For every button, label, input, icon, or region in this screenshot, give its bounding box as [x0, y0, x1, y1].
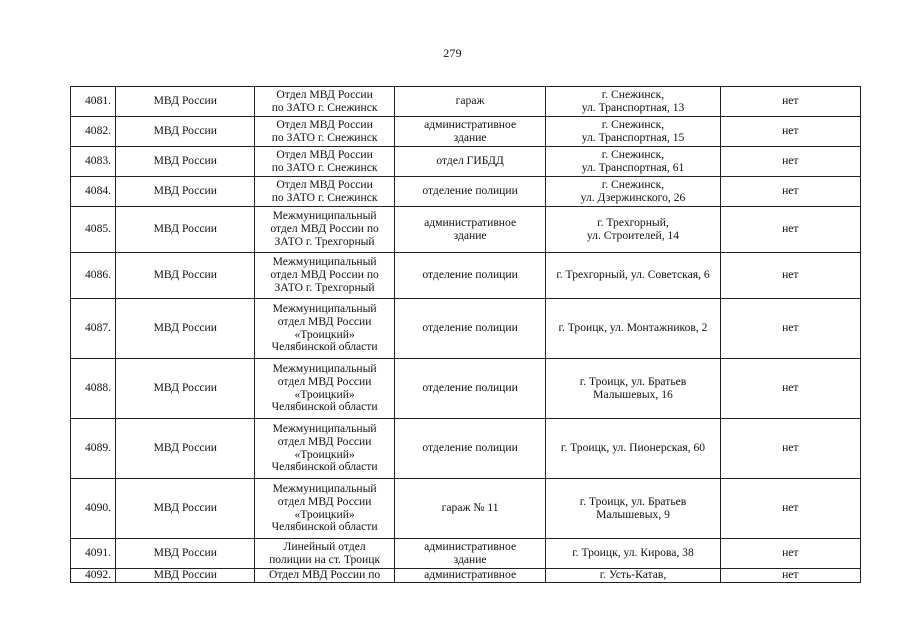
ministry-cell: МВД России — [116, 117, 255, 147]
object-type-cell: административное здание — [394, 207, 546, 253]
row-number: 4085. — [71, 207, 116, 253]
table-row — [71, 177, 861, 207]
unit-cell: Межмуниципальный отдел МВД России по ЗАТО г. Трехгорный — [255, 207, 394, 253]
table-row — [71, 299, 861, 359]
unit-cell: Межмуниципальный отдел МВД России «Троицкий» Челябинской области — [255, 419, 394, 479]
registry-table — [70, 86, 861, 583]
ministry-cell: МВД России — [116, 87, 255, 117]
address-cell: г. Трехгорный, ул. Советская, 6 — [546, 253, 720, 299]
object-type-cell: административное — [394, 569, 546, 583]
row-number: 4081. — [71, 87, 116, 117]
ministry-cell: МВД России — [116, 147, 255, 177]
flag-cell: нет — [720, 569, 860, 583]
unit-cell: Отдел МВД России по — [255, 569, 394, 583]
ministry-cell: МВД России — [116, 299, 255, 359]
flag-cell: нет — [720, 87, 860, 117]
row-number: 4092. — [71, 569, 116, 583]
flag-cell: нет — [720, 539, 860, 569]
address-cell: г. Снежинск, ул. Транспортная, 61 — [546, 147, 720, 177]
ministry-cell: МВД России — [116, 539, 255, 569]
row-number: 4082. — [71, 117, 116, 147]
row-number: 4083. — [71, 147, 116, 177]
unit-cell: Отдел МВД России по ЗАТО г. Снежинск — [255, 147, 394, 177]
object-type-cell: отделение полиции — [394, 253, 546, 299]
flag-cell: нет — [720, 207, 860, 253]
flag-cell: нет — [720, 299, 860, 359]
object-type-cell: гараж № 11 — [394, 479, 546, 539]
object-type-cell: отделение полиции — [394, 299, 546, 359]
ministry-cell: МВД России — [116, 207, 255, 253]
flag-cell: нет — [720, 359, 860, 419]
address-cell: г. Трехгорный, ул. Строителей, 14 — [546, 207, 720, 253]
ministry-cell: МВД России — [116, 253, 255, 299]
address-cell: г. Троицк, ул. Братьев Малышевых, 9 — [546, 479, 720, 539]
unit-cell: Отдел МВД России по ЗАТО г. Снежинск — [255, 177, 394, 207]
object-type-cell: административное здание — [394, 539, 546, 569]
address-cell: г. Троицк, ул. Пионерская, 60 — [546, 419, 720, 479]
table-row — [71, 87, 861, 117]
row-number: 4086. — [71, 253, 116, 299]
address-cell: г. Троицк, ул. Монтажников, 2 — [546, 299, 720, 359]
flag-cell: нет — [720, 177, 860, 207]
unit-cell: Линейный отдел полиции на ст. Троицк — [255, 539, 394, 569]
table-row — [71, 117, 861, 147]
table-row — [71, 479, 861, 539]
ministry-cell: МВД России — [116, 359, 255, 419]
unit-cell: Отдел МВД России по ЗАТО г. Снежинск — [255, 87, 394, 117]
table-row — [71, 207, 861, 253]
flag-cell: нет — [720, 419, 860, 479]
object-type-cell: отделение полиции — [394, 419, 546, 479]
unit-cell: Межмуниципальный отдел МВД России «Троицкий» Челябинской области — [255, 359, 394, 419]
address-cell: г. Снежинск, ул. Дзержинского, 26 — [546, 177, 720, 207]
table-row — [71, 569, 861, 583]
row-number: 4087. — [71, 299, 116, 359]
row-number: 4090. — [71, 479, 116, 539]
ministry-cell: МВД России — [116, 177, 255, 207]
address-cell: г. Усть-Катав, — [546, 569, 720, 583]
row-number: 4088. — [71, 359, 116, 419]
object-type-cell: отдел ГИБДД — [394, 147, 546, 177]
address-cell: г. Снежинск, ул. Транспортная, 13 — [546, 87, 720, 117]
flag-cell: нет — [720, 253, 860, 299]
table-row — [71, 359, 861, 419]
address-cell: г. Троицк, ул. Братьев Малышевых, 16 — [546, 359, 720, 419]
object-type-cell: административное здание — [394, 117, 546, 147]
unit-cell: Межмуниципальный отдел МВД России «Троицкий» Челябинской области — [255, 479, 394, 539]
object-type-cell: отделение полиции — [394, 359, 546, 419]
flag-cell: нет — [720, 479, 860, 539]
row-number: 4089. — [71, 419, 116, 479]
address-cell: г. Снежинск, ул. Транспортная, 15 — [546, 117, 720, 147]
ministry-cell: МВД России — [116, 569, 255, 583]
page-number: 279 — [443, 46, 462, 60]
ministry-cell: МВД России — [116, 479, 255, 539]
table-row — [71, 147, 861, 177]
ministry-cell: МВД России — [116, 419, 255, 479]
unit-cell: Межмуниципальный отдел МВД России «Троицкий» Челябинской области — [255, 299, 394, 359]
flag-cell: нет — [720, 117, 860, 147]
unit-cell: Межмуниципальный отдел МВД России по ЗАТО г. Трехгорный — [255, 253, 394, 299]
flag-cell: нет — [720, 147, 860, 177]
row-number: 4084. — [71, 177, 116, 207]
object-type-cell: отделение полиции — [394, 177, 546, 207]
table-row — [71, 419, 861, 479]
unit-cell: Отдел МВД России по ЗАТО г. Снежинск — [255, 117, 394, 147]
table-row — [71, 253, 861, 299]
address-cell: г. Троицк, ул. Кирова, 38 — [546, 539, 720, 569]
table-row — [71, 539, 861, 569]
row-number: 4091. — [71, 539, 116, 569]
object-type-cell: гараж — [394, 87, 546, 117]
